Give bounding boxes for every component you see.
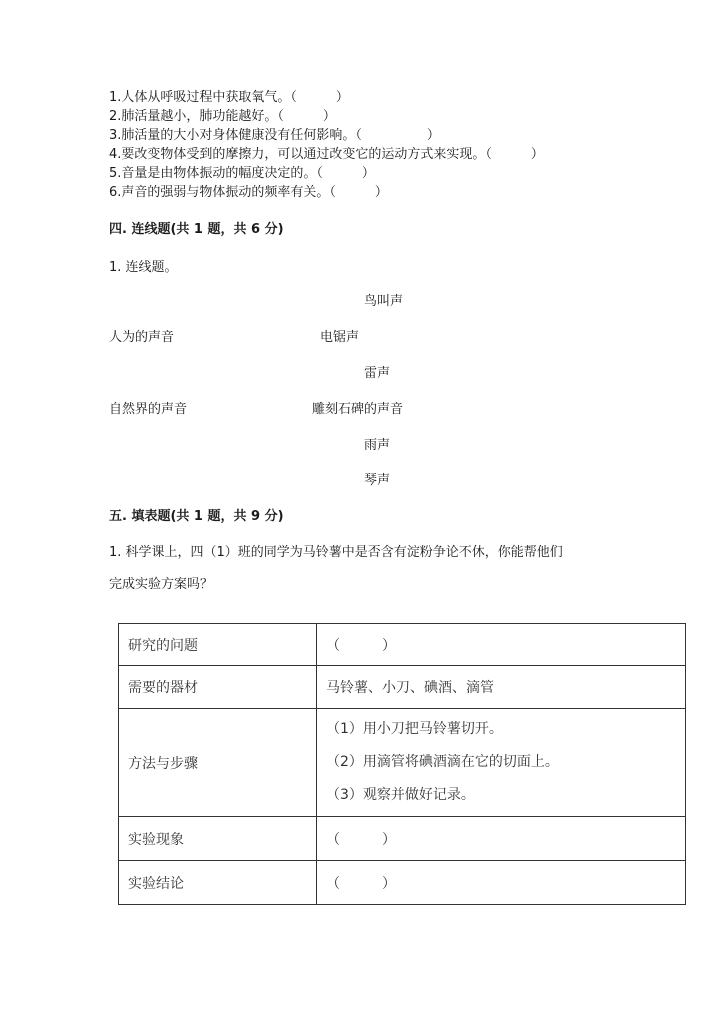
tf-item-4: 4.要改变物体受到的摩擦力，可以通过改变它的运动方式来实现。（ ）	[109, 147, 544, 162]
row1-label: 研究的问题	[119, 624, 317, 666]
tf-item-3: 3.肺活量的大小对身体健康没有任何影响。（ ）	[109, 128, 440, 143]
step-3: （3）观察并做好记录。	[326, 787, 475, 803]
match-left-1: 人为的声音	[109, 330, 175, 345]
tf-item-2: 2.肺活量越小，肺功能越好。（ ）	[109, 109, 336, 124]
row2-value: 马铃薯、小刀、碘酒、滴管	[317, 666, 686, 709]
match-left-2: 自然界的声音	[109, 402, 188, 417]
row5-value: （ ）	[317, 861, 686, 905]
match-right-2: 电锯声	[320, 330, 360, 345]
match-right-4: 雕刻石碑的声音	[312, 402, 404, 417]
match-right-1: 鸟叫声	[364, 294, 404, 309]
row4-label: 实验现象	[119, 817, 317, 861]
section4-question: 1. 连线题。	[109, 260, 178, 275]
table-row	[119, 666, 686, 709]
row3-steps	[317, 709, 686, 817]
row2-label: 需要的器材	[119, 666, 317, 709]
tf-item-6: 6.声音的强弱与物体振动的频率有关。（ ）	[109, 185, 388, 200]
section5-question-line2: 完成实验方案吗？	[109, 577, 214, 592]
match-right-6: 琴声	[364, 473, 391, 488]
match-right-3: 雷声	[364, 366, 391, 381]
table-row	[119, 817, 686, 861]
table-row	[119, 624, 686, 666]
row3-label: 方法与步骤	[119, 709, 317, 817]
row5-label: 实验结论	[119, 861, 317, 905]
tf-item-1: 1.人体从呼吸过程中获取氧气。（ ）	[109, 90, 349, 105]
tf-item-5: 5.音量是由物体振动的幅度决定的。（ ）	[109, 166, 375, 181]
table-row	[119, 709, 686, 817]
match-right-5: 雨声	[364, 438, 391, 453]
section5-title: 五. 填表题(共 1 题，共 9 分)	[109, 509, 284, 524]
step-2: （2）用滴管将碘酒滴在它的切面上。	[326, 754, 559, 770]
experiment-table	[118, 623, 686, 905]
row1-value: （ ）	[317, 624, 686, 666]
step-1: （1）用小刀把马铃薯切开。	[326, 721, 503, 737]
row4-value: （ ）	[317, 817, 686, 861]
section4-title: 四. 连线题(共 1 题，共 6 分)	[109, 222, 284, 237]
section5-question-line1: 1. 科学课上，四（1）班的同学为马铃薯中是否含有淀粉争论不休，你能帮他们	[109, 545, 563, 560]
table-row	[119, 861, 686, 905]
